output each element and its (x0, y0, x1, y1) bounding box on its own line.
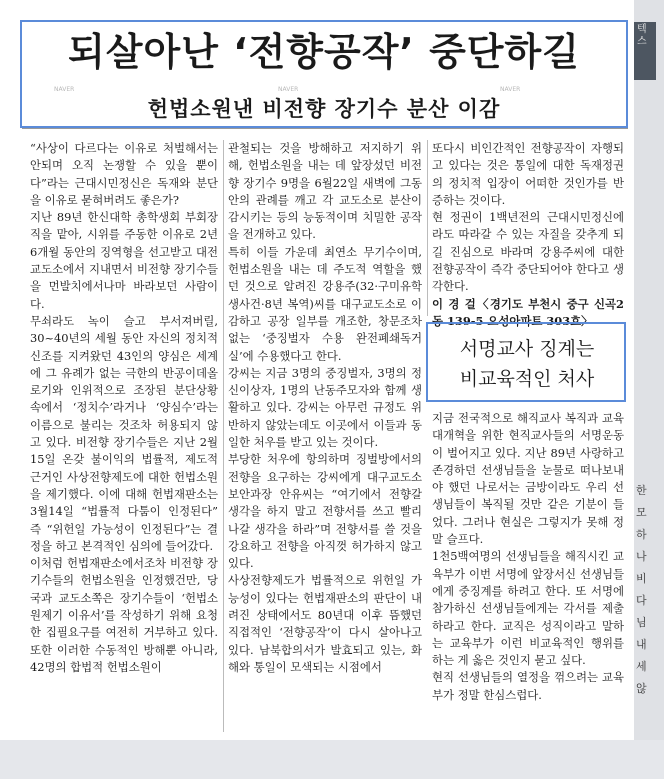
paragraph: 지난 89년 한신대학 총학생회 부회장직을 맡아, 시위를 주동한 이유로 2년6개월 동안의 징역형을 선고받고 대전교도소에서 지내면서 비전향 장기수들을 먼발치에서나마 바라보던 사람이다. (30, 210, 218, 311)
paragraph: 1천5백여명의 선생님들을 해직시킨 교육부가 이번 서명에 앞장서신 선생님들에게 중징계를 하려고 한다. 또 서명에 참가하신 선생님들에게는 각서를 제출하라고 한다. 교직은 성직이라고 말하는 교육부가 이런 비교육적인 행위를 하는 게 옳은 것인지 묻고 싶다. (432, 549, 624, 668)
paragraph: 부당한 처우에 항의하며 징벌방에서의 전향을 요구하는 강씨에게 대구교도소 보안과장 안유씨는 “여기에서 전향갈 생각을 하지 말고 전향서를 쓰고 빨리 나갈 생각을 하라”며 전향서를 쓸 것을 강요하고 전향을 아직껏 허가하지 않고 있다. (228, 452, 422, 571)
sidebar-tab[interactable]: 텍스 (634, 22, 656, 80)
paragraph: 현직 선생님들의 열정을 꺾으려는 교육부가 정말 한심스럽다. (432, 670, 624, 702)
paragraph: “사상이 다르다는 이유로 처벌해서는 안되며 오직 논쟁할 수 있을 뿐이다”라는 근대시민정신은 독재와 분단을 이유로 묻혀버려도 좋은가? (30, 141, 218, 207)
paragraph: 지금 전국적으로 해직교사 복직과 교육대개혁을 위한 현직교사들의 서명운동이 벌어지고 있다. 지난 89년 사랑하고 존경하던 선생님들을 눈물로 떠나보내야 했던 나로서는 금방이라도 우리 선생님들이 복직될 것만 같은 기분이 들었다. 그러나 현실은 그렇지가 못해 정말 슬프다. (432, 411, 624, 547)
paragraph: 현 정권이 1백년전의 근대시민정신에라도 따라갈 수 있는 자질을 갖추게 되길 진심으로 바라며 강용주씨에 대한 전향공작이 즉각 중단되어야 한다고 생각한다. (432, 210, 624, 294)
paragraph: 또다시 비인간적인 전향공작이 자행되고 있다는 것은 통일에 대한 독재정권의 정치적 입장이 어떠한 것인가를 반증하는 것이다. (432, 141, 624, 207)
subheadline: 헌법소원낸 비전향 장기수 분산 이감 (147, 96, 501, 121)
cropped-edge-text: 한 모 하 나 비 다 님 내 세 않 (636, 484, 647, 695)
paragraph: 사상전향제도가 법률적으로 위헌일 가능성이 있다는 헌법재판소의 판단이 내려진 상태에서도 80년대 이후 뜸했던 직접적인 ‘전향공작’이 다시 살아나고 있다. 남북합의서가 발효되고 있는, 화해와 통일이 모색되는 시점에서 (228, 573, 422, 674)
letter-title-line: 비교육적인 처사 (459, 368, 595, 390)
divider (22, 128, 628, 129)
paragraph: 특히 이들 가운데 최연소 무기수이며, 헌법소원을 내는 데 주도적 역할을 했던 것으로 알려진 강용주(32·구미유학생사건·8년 복역)씨를 대구교도소로 이감하고 공장 일부를 개조한, 창문조차 없는 ‘중징벌자 수용 완전폐쇄독거실’에 수용했다고 한다. (228, 244, 422, 363)
watermark: NAVER (500, 86, 521, 93)
watermark: NAVER (278, 86, 299, 93)
article-column-2 (228, 140, 422, 676)
viewer-bottom-bar (0, 740, 664, 779)
article-column-1 (30, 140, 218, 676)
paragraph: 강씨는 지금 3명의 중징벌자, 3명의 정신이상자, 1명의 난동주모자와 함께 생활하고 있다. 강씨는 아무런 규정도 위반하지 않았는데도 이곳에서 이들과 동일한 처우를 받고 있는 것이다. (228, 365, 422, 450)
watermark: NAVER (54, 86, 75, 93)
paragraph: 무쇠라도 녹이 슬고 부서져버릴, 30~40년의 세월 동안 자신의 정치적 신조를 지켜왔던 43인의 양심은 세계에 그 유례가 없는 극한의 반공이데올로기와 인위적으로 조장된 분단상황 속에서 ‘정치수’라거나 ‘양심수’라는 이름으로 불리는 것조차 허용되지 않고 있다. 비전향 장기수들은 지난 2월15일 온갖 불이익의 법률적, 제도적 근거인 사상전향제도에 대한 헌법소원을 제기했다. 이에 대해 헌법재판소는 3월14일 “법률적 다툼이 인정된다” 즉 “위헌일 가능성이 인정된다”는 결정을 하고 본격적인 심의에 들어갔다. (30, 313, 218, 553)
paragraph: 이처럼 헌법재판소에서조차 비전향 장기수들의 헌법소원을 인정했건만, 당국과 교도소쪽은 장기수들이 ‘헌법소원제기 이유서’를 작성하기 위해 요청한 집필요구를 여전히 거부하고 있다. 또한 이러한 수동적인 방해뿐 아니라, 42명의 합법적 헌법소원이 (30, 556, 218, 674)
letter-title-line: 서명교사 징계는 (459, 338, 595, 360)
article-column-3 (432, 140, 624, 330)
headline: 되살아난 ‘전향공작’ 중단하길 (68, 30, 580, 74)
column-divider (427, 140, 428, 316)
letter-body (432, 410, 624, 704)
column-divider (223, 140, 224, 732)
paragraph: 관철되는 것을 방해하고 저지하기 위해, 헌법소원을 내는 데 앞장섰던 비전향 장기수 9명을 6월22일 새벽에 그동안의 관례를 깨고 각 교도소로 분산이감시키는 등의 능동적이며 치밀한 공작을 전개하고 있다. (228, 141, 422, 242)
author-signature: 이 경 걸〈경기도 부천시 중구 신곡2동 139-5 오성아파트 303호〉 (432, 296, 624, 328)
letter-title (430, 334, 624, 394)
